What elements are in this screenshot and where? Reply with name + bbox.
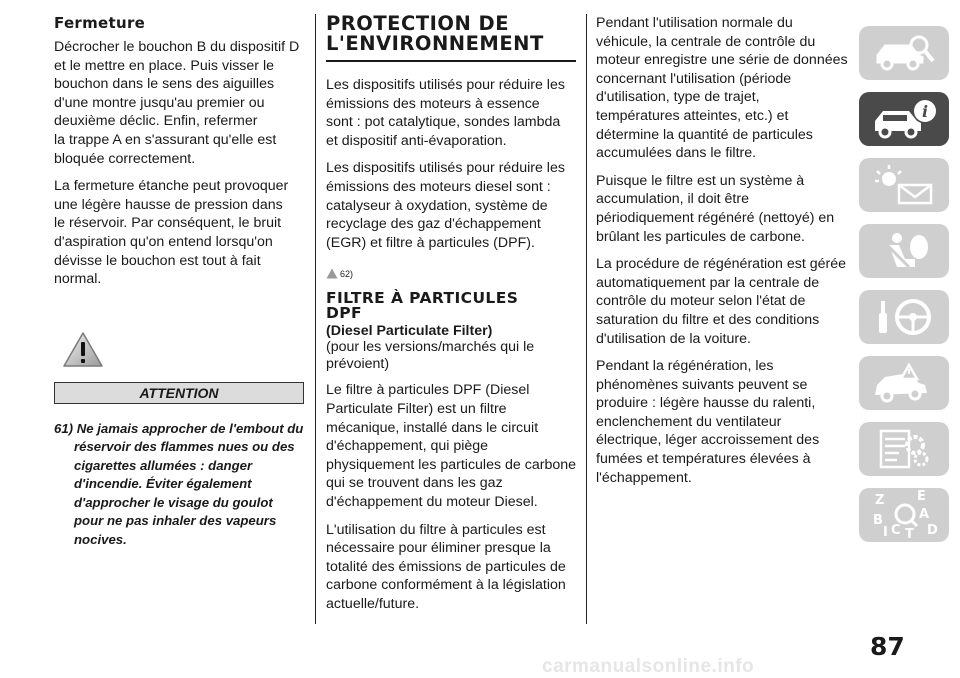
warning-title: ATTENTION bbox=[54, 382, 304, 404]
warning-triangle-icon bbox=[62, 331, 104, 369]
warning-text: 61) Ne jamais approcher de l'embout du réservoir des flammes nues ou des cigarettes allumées : danger d'incendie. Éviter également d'approcher le visage du goulot pour ne pas inhaler des vapeurs nocives. bbox=[54, 420, 304, 547]
tab-key-steering[interactable] bbox=[859, 290, 949, 344]
car-search-icon bbox=[869, 31, 939, 75]
index-letter-b: B bbox=[873, 513, 883, 528]
page-number: 87 bbox=[870, 632, 905, 661]
index-letter-z: Z bbox=[875, 493, 885, 508]
svg-text:i: i bbox=[921, 102, 929, 121]
maintenance-gear-icon bbox=[869, 427, 939, 471]
tab-car-search[interactable] bbox=[859, 26, 949, 80]
warning-reference bbox=[326, 259, 576, 279]
section-title-environnement: PROTECTION DE L'ENVIRONNEMENT bbox=[326, 12, 544, 55]
subsection-note: (pour les versions/marchés qui le prévoient) bbox=[326, 339, 535, 373]
footer-watermark: carmanualsonline.info bbox=[542, 656, 755, 677]
paragraph: Pendant l'utilisation normale du véhicule, la centrale de contrôle du moteur enregistre une série de données concernant l'utilisation (période d'utilisation, type de trajet, températures atteintes, etc.) et détermine la quantité de particules accumulées dans le filtre. bbox=[596, 15, 848, 162]
index-letters-icon bbox=[869, 490, 939, 540]
warning-box bbox=[54, 331, 304, 550]
tab-maintenance[interactable] bbox=[859, 422, 949, 476]
paragraph: La fermeture étanche peut provoquer une légère hausse de pression dans le réservoir. Par conséquent, le bruit d'aspiration qu'on entend lorsqu'on dévisse le bouchon est tout à fait normal. bbox=[54, 178, 289, 288]
airbag-seat-icon bbox=[869, 229, 939, 273]
column-divider bbox=[315, 14, 316, 624]
subsection-heading-dpf: FILTRE À PARTICULES DPF bbox=[326, 289, 519, 323]
paragraph: La procédure de régénération est gérée automatiquement par la centrale de contrôle du moteur selon l'état de saturation du filtre et des conditions d'utilisation de la voiture. bbox=[596, 256, 847, 347]
paragraph: Les dispositifs utilisés pour réduire les émissions des moteurs à essence sont : pot catalytique, sondes lambda et dispositif anti-évaporation. bbox=[326, 77, 565, 149]
tab-airbag-seat[interactable] bbox=[859, 224, 949, 278]
index-letter-c: C bbox=[891, 523, 901, 538]
paragraph: L'utilisation du filtre à particules est nécessaire pour éliminer presque la totalité des émissions de particules de carbone conformément à la législation actuelle/future. bbox=[326, 521, 566, 612]
column-middle bbox=[326, 14, 576, 622]
key-steering-icon bbox=[869, 295, 939, 339]
index-letter-i: I bbox=[883, 525, 888, 540]
column-divider bbox=[586, 14, 587, 624]
title-underline bbox=[326, 60, 576, 62]
car-breakdown-icon bbox=[869, 361, 939, 405]
index-letter-a: A bbox=[919, 507, 930, 522]
tab-car-info[interactable] bbox=[859, 92, 949, 146]
subsection-subtitle: (Diesel Particulate Filter) bbox=[326, 323, 493, 340]
index-letter-d: D bbox=[927, 523, 938, 538]
paragraph: Puisque le filtre est un système à accumulation, il doit être périodiquement régénéré (nettoyé) en brûlant les particules de carbone. bbox=[596, 172, 835, 245]
paragraph: Le filtre à particules DPF (Diesel Particulate Filter) est un filtre mécanique, installé dans le circuit d'échappement, qui piège physiquement les particules de carbone qui se trouvent dans les gaz d'échappement du moteur Diesel. bbox=[326, 382, 577, 510]
tab-index[interactable] bbox=[859, 488, 949, 542]
index-letter-e: E bbox=[917, 490, 926, 504]
section-heading-fermeture: Fermeture bbox=[54, 14, 146, 32]
tab-warning-lights[interactable] bbox=[859, 158, 949, 212]
column-left bbox=[54, 14, 304, 549]
chapter-tabs bbox=[859, 26, 949, 554]
paragraph: Pendant la régénération, les phénomènes suivants peuvent se produire : légère hausse du ralenti, enclenchement du ventilateur électrique, léger accroissement des fumées et températures élevées à l'échappement. bbox=[596, 358, 820, 486]
reference-number: 62) bbox=[340, 269, 354, 280]
column-right bbox=[596, 14, 848, 496]
index-letter-t: T bbox=[905, 527, 914, 540]
warning-lights-icon bbox=[869, 163, 939, 207]
small-warning-icon bbox=[326, 268, 338, 279]
paragraph: Les dispositifs utilisés pour réduire les émissions des moteurs diesel sont : catalyseur à oxydation, système de recyclage des gaz d'échappement (EGR) et filtre à particules (DPF). bbox=[326, 160, 565, 251]
tab-car-breakdown[interactable] bbox=[859, 356, 949, 410]
paragraph: Décrocher le bouchon B du dispositif D et le mettre en place. Puis visser le bouchon dans le sens des aiguilles d'une montre jusqu'au premier ou deuxième déclic. Enfin, refermer la trappe A en s'assurant qu'elle est bloquée correctement. bbox=[54, 39, 300, 167]
car-info-icon bbox=[869, 97, 939, 141]
